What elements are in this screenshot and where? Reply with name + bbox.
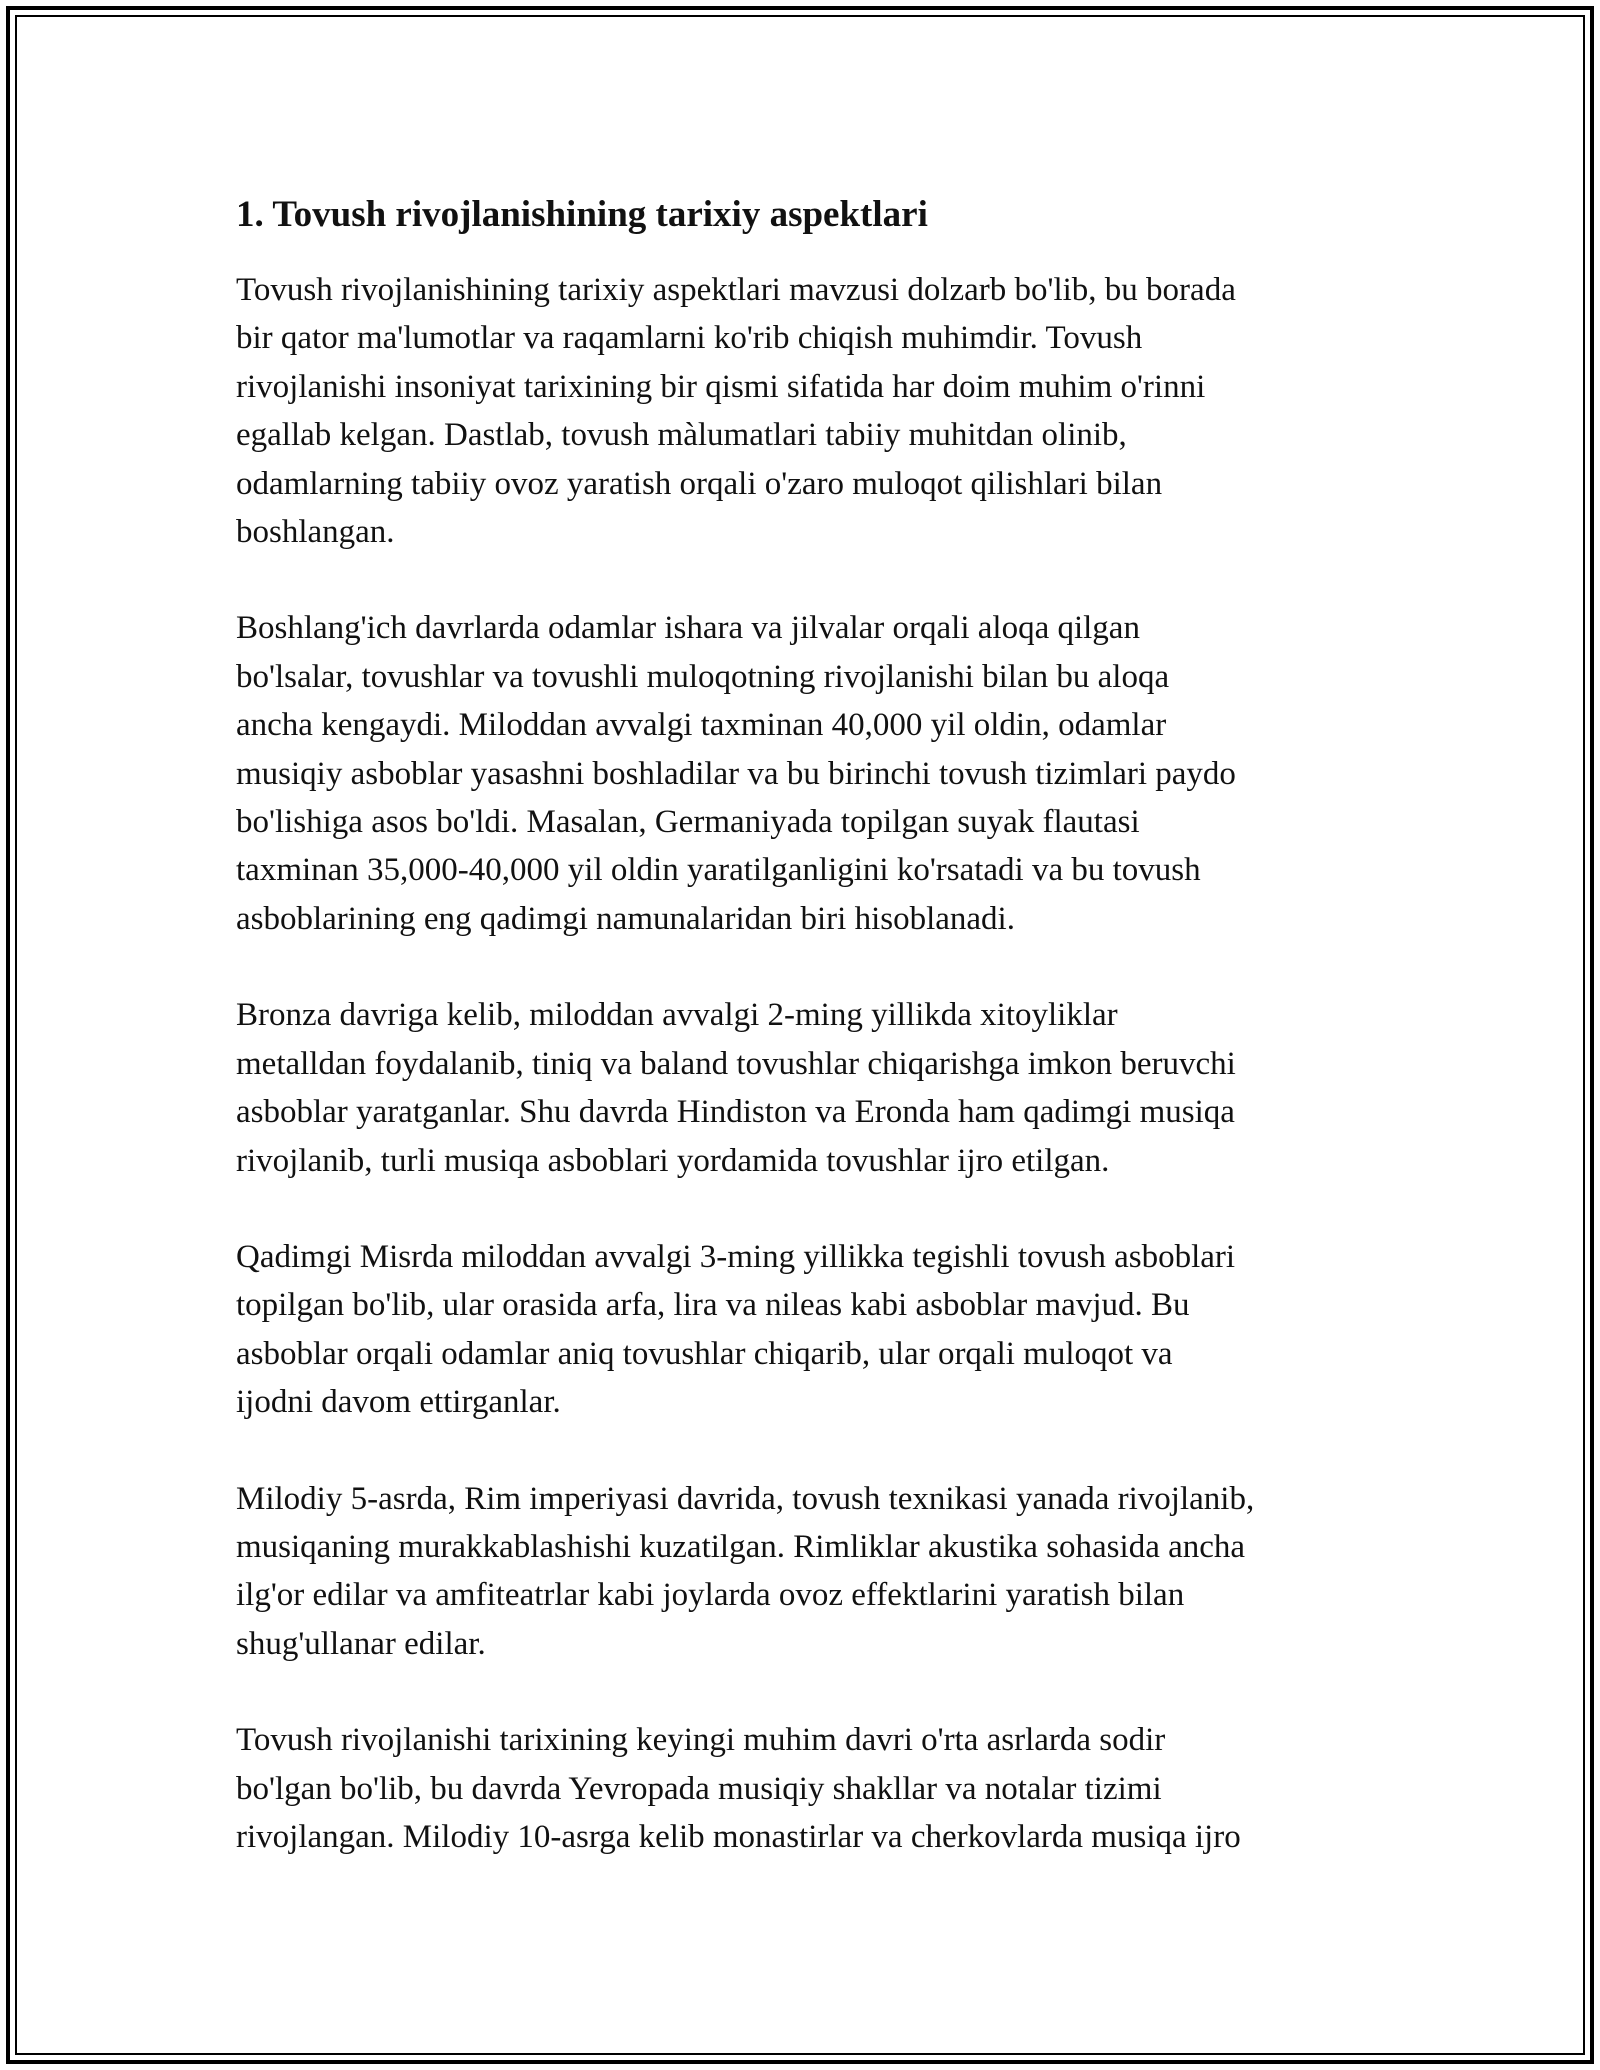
document-body bbox=[236, 186, 1386, 1909]
text-line: bo'lishiga asos bo'ldi. Masalan, Germaniyada topilgan suyak flautasi bbox=[236, 804, 1140, 841]
text-line: bo'lsalar, tovushlar va tovushli muloqotning rivojlanishi bilan bu aloqa bbox=[236, 658, 1170, 695]
text-line: asboblar orqali odamlar aniq tovushlar chiqarib, ular orqali muloqot va bbox=[236, 1335, 1173, 1372]
text-line: bo'lgan bo'lib, bu davrda Yevropada musiqiy shakllar va notalar tizimi bbox=[236, 1770, 1162, 1807]
text-line: rivojlangan. Milodiy 10-asrga kelib monastirlar va cherkovlarda musiqa ijro bbox=[236, 1818, 1241, 1855]
text-line: musiqaning murakkablashishi kuzatilgan. Rimliklar akustika sohasida ancha bbox=[236, 1528, 1246, 1565]
text-line: bir qator ma'lumotlar va raqamlarni ko'rib chiqish muhimdir. Tovush bbox=[236, 320, 1143, 357]
paragraph-5 bbox=[236, 1475, 1386, 1669]
text-line: egallab kelgan. Dastlab, tovush màlumatlari tabiiy muhitdan olinib, bbox=[236, 417, 1127, 454]
text-line: Qadimgi Misrda miloddan avvalgi 3-ming yillikka tegishli tovush asboblari bbox=[236, 1238, 1236, 1275]
text-line: Tovush rivojlanishi tarixining keyingi muhim davri o'rta asrlarda sodir bbox=[236, 1722, 1166, 1759]
text-line: asboblar yaratganlar. Shu davrda Hindiston va Eronda ham qadimgi musiqa bbox=[236, 1094, 1235, 1131]
paragraph-1 bbox=[236, 266, 1386, 556]
paragraph-6 bbox=[236, 1716, 1386, 1861]
text-line: rivojlanishi insoniyat tarixining bir qismi sifatida har doim muhim o'rinni bbox=[236, 368, 1206, 405]
paragraph-3 bbox=[236, 991, 1386, 1185]
text-line: taxminan 35,000-40,000 yil oldin yaratilganligini ko'rsatadi va bu tovush bbox=[236, 852, 1201, 889]
paragraph-2 bbox=[236, 604, 1386, 943]
text-line: ancha kengaydi. Miloddan avvalgi taxminan 40,000 yil oldin, odamlar bbox=[236, 707, 1167, 744]
text-line: Bronza davriga kelib, miloddan avvalgi 2-ming yillikda xitoyliklar bbox=[236, 997, 1118, 1034]
section-heading: 1. Tovush rivojlanishining tarixiy aspektlari bbox=[236, 194, 928, 235]
text-line: ijodni davom ettirganlar. bbox=[236, 1384, 561, 1421]
text-line: rivojlanib, turli musiqa asboblari yordamida tovushlar ijro etilgan. bbox=[236, 1142, 1110, 1179]
text-line: Tovush rivojlanishining tarixiy aspektlari mavzusi dolzarb bo'lib, bu borada bbox=[236, 272, 1236, 308]
text-line: Milodiy 5-asrda, Rim imperiyasi davrida, tovush texnikasi yanada rivojlanib, bbox=[236, 1480, 1255, 1517]
text-line: musiqiy asboblar yasashni boshladilar va bu birinchi tovush tizimlari paydo bbox=[236, 755, 1236, 792]
text-line: ilg'or edilar va amfiteatrlar kabi joylarda ovoz effektlarini yaratish bilan bbox=[236, 1577, 1185, 1614]
text-line: odamlarning tabiiy ovoz yaratish orqali o'zaro muloqot qilishlari bilan bbox=[236, 465, 1163, 502]
paragraph-4 bbox=[236, 1233, 1386, 1427]
text-line: Boshlang'ich davrlarda odamlar ishara va jilvalar orqali aloqa qilgan bbox=[236, 610, 1140, 647]
text-line: topilgan bo'lib, ular orasida arfa, lira va nileas kabi asboblar mavjud. Bu bbox=[236, 1287, 1190, 1324]
text-line: boshlangan. bbox=[236, 514, 395, 551]
text-line: asboblarining eng qadimgi namunalaridan biri hisoblanadi. bbox=[236, 900, 1015, 937]
text-line: metalldan foydalanib, tiniq va baland tovushlar chiqarishga imkon beruvchi bbox=[236, 1045, 1236, 1082]
text-line: shug'ullanar edilar. bbox=[236, 1625, 486, 1662]
